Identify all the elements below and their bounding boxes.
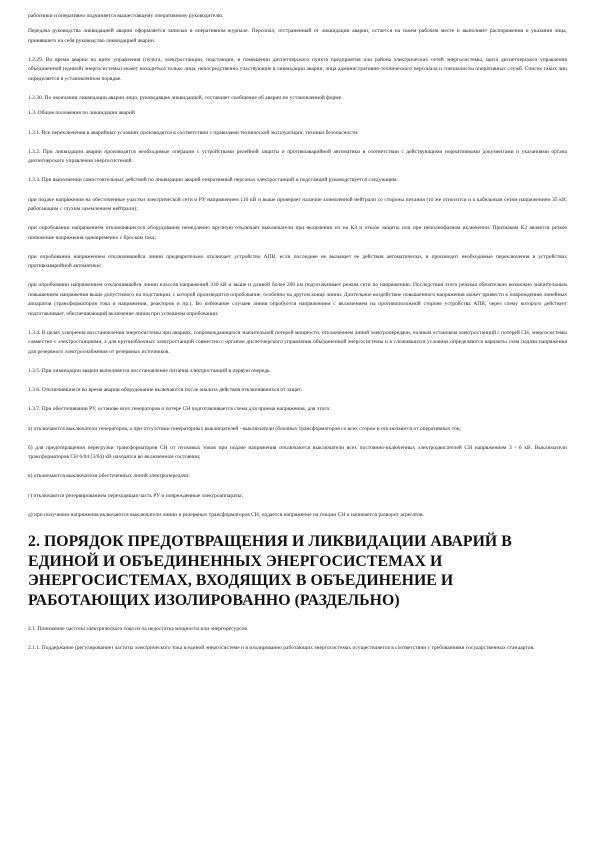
list-item-a: а) отключаются выключатели генераторов, а при отсутствии генераторных выключателей - выключатели (блочных трансформаторов со всех сторон и отключаются от оперативных ток; [28, 425, 462, 432]
paragraph-1-3-3: 1.3.3. При выполнении самостоятельных действий по ликвидации аварий оперативный персонал электростанций и подстанций руководствуется следующим: [28, 177, 398, 184]
section-heading-2: 2. ПОРЯДОК ПРЕДОТВРАЩЕНИЯ И ЛИКВИДАЦИИ АВАРИЙ В ЕДИНОЙ И ОБЪЕДИНЕННЫХ ЭНЕРГОСИСТЕМАХ И ЭНЕРГОСИСТЕМАХ, ВХОДЯЩИХ В ОБЪЕДИНЕНИЕ И РАБОТАЮЩИХ ИЗОЛИРОВАННО (РАЗДЕЛЬНО) [28, 533, 512, 609]
paragraph-1-3-7: 1.3.7. При обесточивании РУ, останове всех генераторов и потере СН подготавливается схема для приема напряжения, для этого: [28, 406, 331, 413]
subsection-title-2-1: 2.1. Понижение частоты электрического тока из-за недостатка мощности или энергоресурсов [28, 625, 247, 632]
paragraph-grounded-neutral: при подаче напряжения на обесточенные участки электрической сети и РУ напряжением 110 кВ и выше проверяет наличие заземленной нейтрали со стороны питания (то же относится и к кабельным сетям напряжением 35 кВ, работающим с глухим заземлением нейтрали); [28, 196, 567, 213]
list-item-g: г) отключаются резервированием переходящая часть РУ и поврежденные электроаппараты; [28, 492, 244, 499]
paragraph-short-circuit: при опробовании напряжением отключившегося оборудования немедленно вручную отключает выключатели при включении их на КЗ и отказе защиты или при неполнофазном включении. Признаком КЗ является резкое понижение напряжения одновременно с броском тока; [28, 225, 567, 241]
paragraph-high-voltage-line: при опробовании напряжением отключившейся линии классов напряжений 330 кВ и выше и длиной более 200 км подготавливает режим сети по напряжению. Последствия этого режима обязательно возможно значительным повышением напряжения выше допустимого на подстанции, с которой производится опробование, особенно на другом конце линии. Длительное воздействие повышенного напряжения может привести к повреждению линейных аппаратов (трансформаторов тока и напряжения, реакторов и пр.). Во избежание случаев линия опробуется напряжением с включением на противоположной стороне устройства АПВ, через схему которого действует подготавливает, обеспечивающий включение линии при успешном опробовании. [28, 282, 567, 317]
subsection-title-1-3: 1.3. Общие положения по ликвидации аварий [28, 110, 135, 117]
paragraph-1-2-29: 1.2.29. Во время аварии на щите управления (пульта, электростанции, подстанции, в помещении диспетчерского пункта предприятия или района электрических сетей энергосистемы, щита диспетчерского управления объединенной (единой) энергосистемы) может находиться только лица, непосредственно участвующие в ликвидации аварии, лица административно-технического персонала и специалисты оперативных служб. Список таких лиц определяется в установленном порядке. [28, 57, 567, 82]
paragraph-1-3-1: 1.3.1. Все переключения в аварийных условиях производятся в соответствии с правилами технической эксплуатации, техники безопасности. [28, 129, 359, 136]
paragraph-1-3-5: 1.3.5. При ликвидации аварии выполняется восстановление питания электростанций в первую очередь. [28, 367, 271, 374]
paragraph-continuation: работники и оперативно подчиняется вышестоящему оперативному руководителю. [28, 13, 224, 19]
paragraph-1-3-4: 1.3.4. В целях ускорения восстановления энергосистемы при авариях, сопровождающихся значительной потерей мощности, отключением линий электропередачи, полным остановом электростанций с потерей СН, энергосистемы совместно с электростанциями, а для крупноблочных электростанций совместно с органом диспетчерского управления объединенной энергосистемы и в сложившихся условиях определяются варианты схем подачи напряжения для резервного электроснабжения от резервных источников. [28, 329, 567, 355]
paragraph-leadership-transfer: Передача руководства ликвидацией аварии оформляется записью в оперативном журнале. Персонал, отстраненный от ликвидации аварии, остается на своем рабочем месте и выполняет распоряжения и указания лица, принявшего на себя руководство ликвидацией аварии. [28, 28, 567, 44]
paragraph-1-3-2: 1.3.2. При ликвидации аварии производятся необходимые операции с устройствами релейной защиты и противоаварийной автоматики в соответствии с действующими нормативными документами и указаниями органа диспетчерского управления энергосистемой. [28, 148, 567, 165]
paragraph-2-1-1: 2.1.1. Поддержание (регулирование) частоты электрического тока в единой энергосистеме и в изолированно работающих энергосистемах осуществляется в соответствии с требованиями государственных стандартов. [28, 644, 535, 651]
paragraph-1-2-30: 1.2.30. По окончании ликвидации аварии лицо, руководящее ликвидацией, составляет сообщение об аварии по установленной форме. [28, 95, 343, 102]
list-item-d: д) при получении напряжения включаются выключатели линии и резервных трансформаторов СН, подается напряжение на секции СН и начинается разворот агрегатов. [28, 511, 424, 518]
paragraph-1-3-6: 1.3.6. Отключившиеся во время аварии оборудование включаются после анализа действия отключившихся от защит. [28, 387, 302, 394]
paragraph-apv-disable: при опробовании напряжением отключившейся линии предварительно отключает устройство АПВ, если последнее не вызывает ее действия автоматически, и производит необходимые переключения в устройствах противоаварийной автоматики; [28, 253, 567, 270]
list-item-v: в) отключаются выключатели обесточенных линий электропередачи; [28, 473, 190, 480]
list-item-b: б) для предотвращения перегрузки трансформаторов СН от пусковых токов при подаче напряжения отключаются выключатели всех постоянно-включенных электродвигателей СН напряжением 3 - 6 кВ. Выключатели трансформаторов СН 6/04 (3/04) кВ находятся во включенном состоянии; [28, 444, 567, 461]
